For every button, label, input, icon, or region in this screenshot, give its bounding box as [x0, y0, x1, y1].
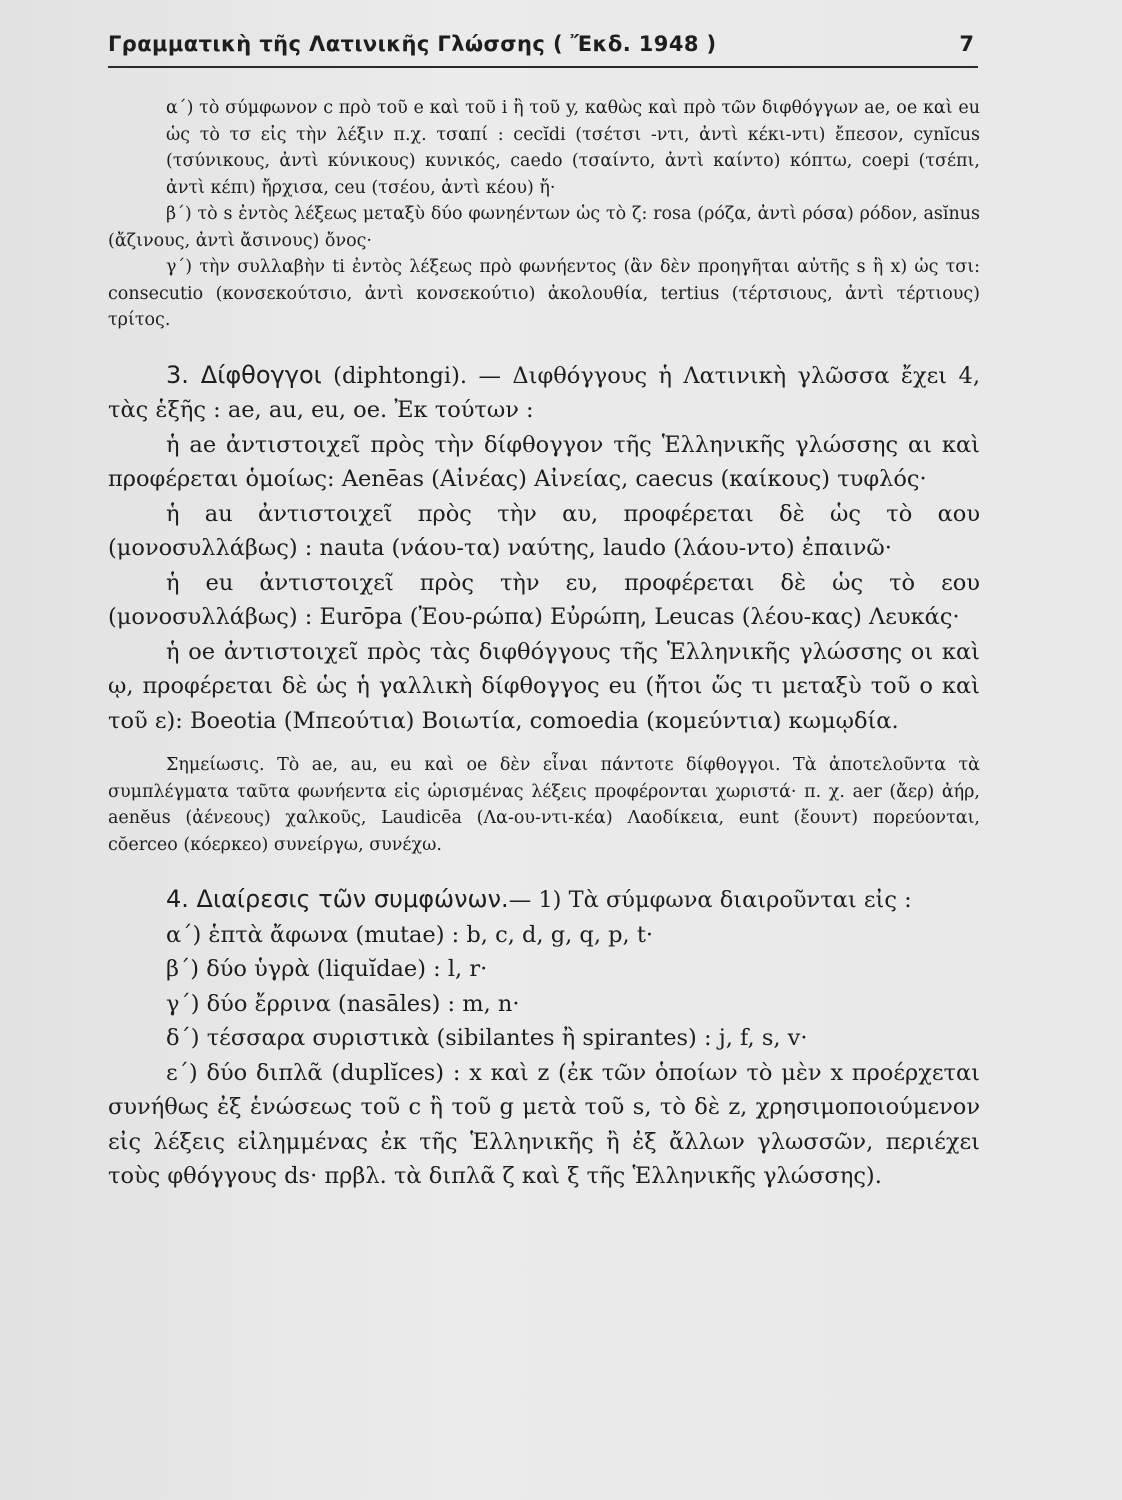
section-3-intro-text: — Διφθόγγους ἡ Λατινικὴ γλῶσσα ἔχει 4, τὰς ἑξῆς : ae, au, eu, oe. Ἐκ τούτων : — [108, 362, 980, 423]
page-body — [108, 95, 980, 1194]
section-4-intro — [108, 882, 980, 918]
page-number: 7 — [959, 32, 974, 56]
diphthong-oe: ἡ oe ἀντιστοιχεῖ πρὸς τὰς διφθόγγους τῆς Ἑλληνικῆς γλώσσης οι καὶ ῳ, προφέρεται δὲ ὡς ἡ γαλλικὴ δίφθογγος eu (ἤτοι ὥς τι μεταξὺ τοῦ ο καὶ τοῦ ε): Boeotia (Μπεούτια) Βοιωτία, comoedia (κομεύντια) κωμῳδία. — [108, 638, 980, 734]
consonant-class-item: ε΄) δύο διπλᾶ (duplĭces) : x καὶ z (ἐκ τῶν ὁποίων τὸ μὲν x προέρχεται συνήθως ἐξ ἑνώσεως τοῦ c ἢ τοῦ g μετὰ τοῦ s, τὸ δὲ z, χρησιμοποιούμενον εἰς λέξεις εἰλημμένας ἐκ τῆς Ἑλληνικῆς ἢ ἐξ ἄλλων γλωσσῶν, περιέχει τοὺς φθόγγους ds· πρβλ. τὰ διπλᾶ ζ καὶ ξ τῆς Ἑλληνικῆς γλώσσης). — [108, 1059, 980, 1189]
rule-beta: β΄) τὸ s ἐντὸς λέξεως μεταξὺ δύο φωνηέντων ὡς τὸ ζ: rosa (ρόζα, ἀντὶ ρόσα) ρόδον, asĭnus (ἄζινους, ἀντὶ ἄσινους) ὄνος· — [108, 204, 980, 251]
section-3-title: 3. Δίφθογγοι — [166, 360, 322, 389]
diphthong-ae: ἡ ae ἀντιστοιχεῖ πρὸς τὴν δίφθογγον τῆς Ἑλληνικῆς γλώσσης αι καὶ προφέρεται ὁμοίως: Aenēas (Αἰνέας) Αἰνείας, caecus (καίκους) τυφλός· — [108, 431, 980, 492]
diphthong-eu: ἡ eu ἀντιστοιχεῖ πρὸς τὴν ευ, προφέρεται δὲ ὡς τὸ εου (μονοσυλλάβως) : Eurōpa (Ἐου-ρώπα) Εὐρώπη, Leucas (λέου-κας) Λευκάς· — [108, 569, 980, 630]
rule-gamma: γ΄) τὴν συλλαβὴν ti ἐντὸς λέξεως πρὸ φωνήεντος (ἂν δὲν προηγῆται αὐτῆς s ἢ x) ὡς τσι: consecutio (κονσεκούτσιο, ἀντὶ κονσεκούτιο) ἀκολουθία, tertius (τέρτσιους, ἀντὶ τέρτιους) τρίτος. — [108, 257, 980, 330]
consonant-class-item: δ΄) τέσσαρα συριστικὰ (sibilantes ἢ spirantes) : j, f, s, v· — [166, 1025, 808, 1051]
section-4-intro-text: — 1) Τὰ σύμφωνα διαιροῦνται εἰς : — [508, 887, 912, 913]
section-3-intro — [108, 358, 980, 428]
running-title: Γραμματικὴ τῆς Λατινικῆς Γλώσσης ( Ἔκδ. 1948 ) — [108, 32, 717, 56]
consonant-class-item: β΄) δύο ὑγρὰ (liquĭdae) : l, r· — [166, 956, 488, 982]
page-header — [108, 32, 978, 68]
diphthong-au: ἡ au ἀντιστοιχεῖ πρὸς τὴν αυ, προφέρεται δὲ ὡς τὸ αου (μονοσυλλάβως) : nauta (νάου-τα) ναύτης, laudo (λάου-ντο) ἐπαινῶ· — [108, 500, 980, 561]
section-4-title: 4. Διαίρεσις τῶν συμφώνων. — [166, 885, 509, 913]
rule-alpha: α΄) τὸ σύμφωνον c πρὸ τοῦ e καὶ τοῦ i ἢ τοῦ y, καθὼς καὶ πρὸ τῶν διφθόγγων ae, oe καὶ eu ὡς τὸ τσ εἰς τὴν λέξιν π.χ. τσαπί : cecĭdi (τσέτσι -ντι, ἀντὶ κέκι-ντι) ἔπεσον, cynĭcus (τσύνικους, ἀντὶ κύνικους) κυνικός, caedo (τσαίντο, ἀντὶ καίντο) κόπτω, coepi (τσέπι, ἀντὶ κέπι) ἤρχισα, ceu (τσέου, ἀντὶ κέου) ἤ· — [166, 98, 980, 198]
section-3-latin-term: (diphtongi). — [333, 362, 468, 389]
consonant-class-item: γ΄) δύο ἔρρινα (nasāles) : m, n· — [166, 990, 520, 1017]
consonant-class-item: α΄) ἑπτὰ ἄφωνα (mutae) : b, c, d, g, q, p, t· — [166, 921, 654, 948]
section-3-note: Σημείωσις. Τὸ ae, au, eu καὶ oe δὲν εἶναι πάντοτε δίφθογγοι. Τὰ ἀποτελοῦντα τὰ συμπλέγματα ταῦτα φωνήεντα εἰς ὡρισμένας λέξεις προφέρονται χωριστά· π. χ. aer (ἄερ) ἀήρ, aenĕus (ἀένεους) χαλκοῦς, Laudicēa (Λα-ου-ντι-κέα) Λαοδίκεια, eunt (ἔουντ) πορεύονται, cŏerceo (κόερκεο) συνείργω, συνέχω. — [108, 755, 980, 855]
